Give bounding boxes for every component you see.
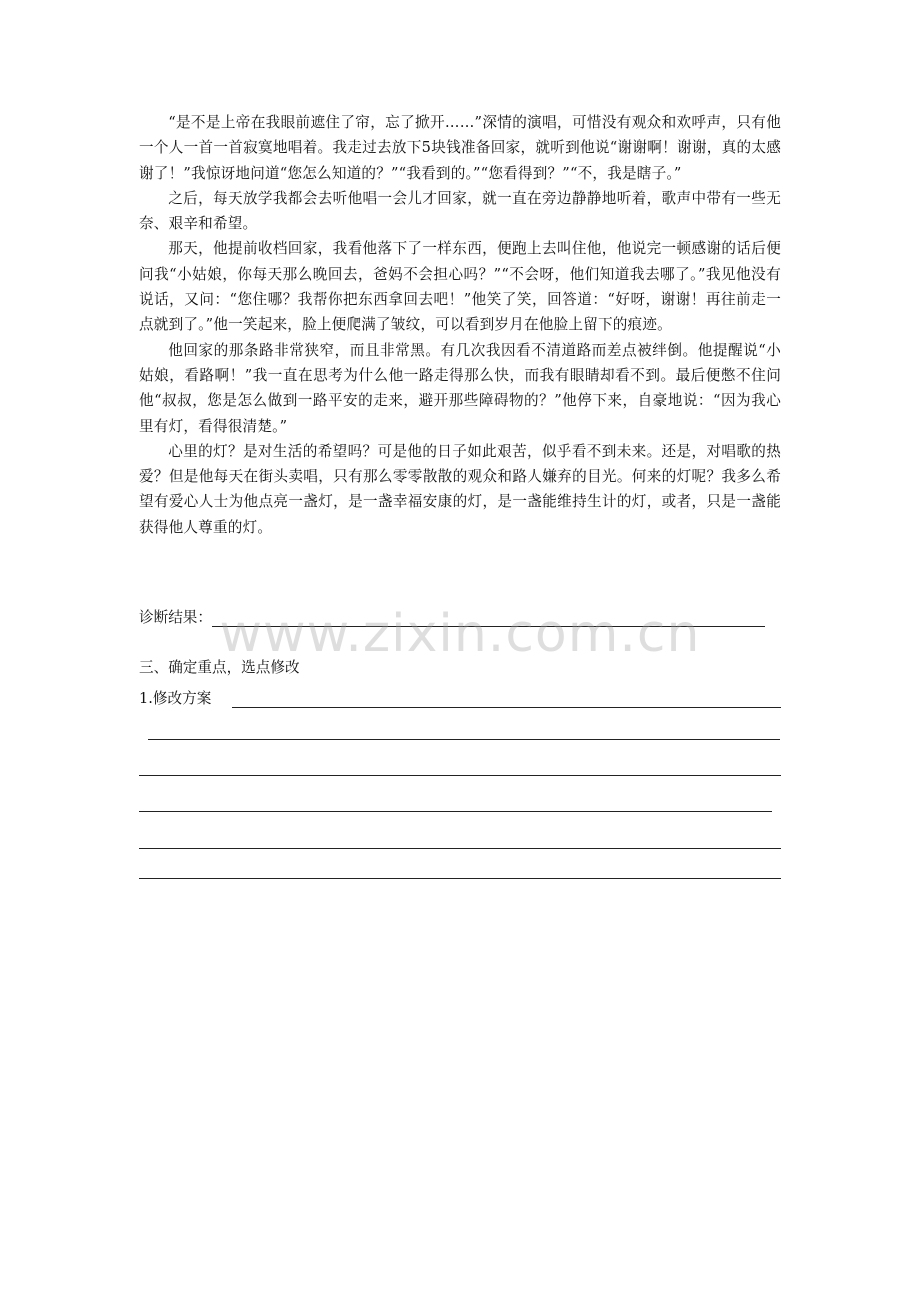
essay-paragraph-1: “是不是上帝在我眼前遮住了帘，忘了掀开……”深情的演唱，可惜没有观众和欢呼声，只有他一个人一首一首寂寞地唱着。我走过去放下5块钱准备回家，就听到他说“谢谢啊！谢谢，真的太感谢了！”我惊讶地问道“您怎么知道的？”“我看到的。”“您看得到？”“不，我是瞎子。” bbox=[139, 114, 781, 182]
revision-plan-line-5[interactable] bbox=[139, 848, 781, 849]
diagnosis-answer-line[interactable] bbox=[212, 607, 765, 627]
diagnosis-label: 诊断结果： bbox=[139, 609, 212, 626]
essay-paragraph-2: 之后，每天放学我都会去听他唱一会儿才回家，就一直在旁边静静地听着，歌声中带有一些无奈、艰辛和希望。 bbox=[139, 189, 781, 233]
essay-body bbox=[139, 110, 781, 540]
revision-plan-row bbox=[139, 686, 781, 708]
essay-paragraph-4: 他回家的那条路非常狭窄，而且非常黑。有几次我因看不清道路而差点被绊倒。他提醒说“小姑娘，看路啊！”我一直在思考为什么他一路走得那么快，而我有眼睛却看不到。最后便憋不住问他“叔叔，您是怎么做到一路平安的走来，避开那些障碍物的？”他停下来，自豪地说：“因为我心里有灯，看得很清楚。” bbox=[139, 341, 781, 435]
revision-plan-line-2[interactable] bbox=[148, 739, 780, 740]
revision-plan-line-4[interactable] bbox=[139, 811, 772, 812]
essay-paragraph-5: 心里的灯？是对生活的希望吗？可是他的日子如此艰苦，似乎看不到未来。还是，对唱歌的热爱？但是他每天在街头卖唱，只有那么零零散散的观众和路人嫌弃的目光。何来的灯呢？我多么希望有爱心人士为他点亮一盏灯，是一盏幸福安康的灯，是一盏能维持生计的灯，或者，只是一盏能获得他人尊重的灯。 bbox=[139, 442, 781, 536]
revision-plan-line-6[interactable] bbox=[139, 878, 781, 879]
revision-plan-label: 1.修改方案 bbox=[139, 690, 212, 707]
revision-plan-line-3[interactable] bbox=[139, 775, 781, 776]
essay-paragraph-3: 那天，他提前收档回家，我看他落下了一样东西，便跑上去叫住他，他说完一顿感谢的话后便问我“小姑娘，你每天那么晚回去，爸妈不会担心吗？”“不会呀，他们知道我去哪了。”我见他没有说话，又问：“您住哪？我帮你把东西拿回去吧！”他笑了笑，回答道：“好呀，谢谢！再往前走一点就到了。”他一笑起来，脸上便爬满了皱纹，可以看到岁月在他脸上留下的痕迹。 bbox=[139, 240, 781, 334]
watermark: www.zixin.com.cn bbox=[219, 604, 701, 664]
revision-plan-line-1[interactable] bbox=[232, 690, 781, 708]
section-title: 三、确定重点，选点修改 bbox=[139, 659, 300, 676]
diagnosis-row bbox=[139, 601, 781, 627]
